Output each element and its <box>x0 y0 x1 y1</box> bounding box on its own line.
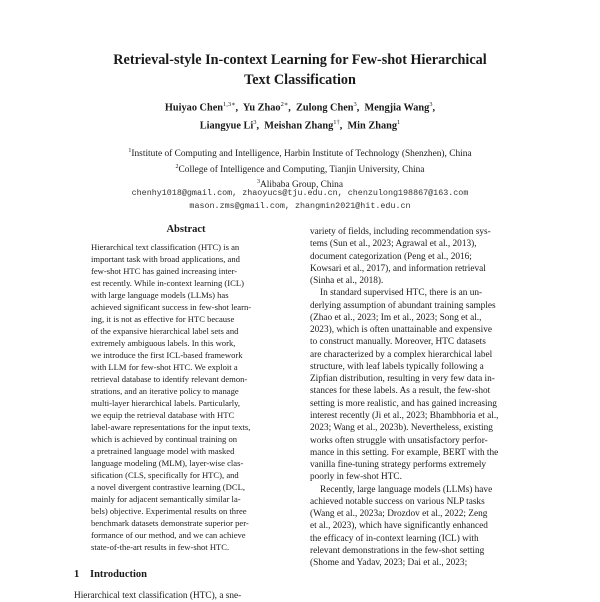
author-name: Meishan Zhang <box>264 120 334 132</box>
affiliation-text: Alibaba Group, China <box>259 180 344 191</box>
body-line: (Wang et al., 2023a; Drozdov et al., 2022; Zeng <box>310 509 488 520</box>
abstract-line: mainly for adjacent semantically similar la- <box>91 493 241 504</box>
author-sup: 1,3∗ <box>223 101 236 108</box>
section-heading <box>74 569 147 580</box>
body-line: are characterized by a complex hierarchical label <box>310 349 493 360</box>
title-line: Retrieval-style In-context Learning for Few-shot Hierarchical <box>113 52 487 68</box>
abstract-line: we introduce the first ICL-based framework <box>91 349 243 360</box>
body-line: mance in this setting. For example, BERT with the <box>310 447 499 458</box>
abstract-line: label-aware representations for the input texts, <box>91 421 251 432</box>
abstract-line: benchmark datasets demonstrate superior per- <box>91 517 249 528</box>
body-line: relevant demonstrations in the few-shot setting <box>310 545 485 556</box>
affiliation <box>60 145 540 161</box>
author-name: Huiyao Chen <box>164 102 223 114</box>
abstract-line: language modeling (MLM), layer-wise clas- <box>91 457 244 468</box>
author-name: Yu Zhao <box>242 102 281 114</box>
body-line: Recently, large language models (LLMs) have <box>320 484 493 495</box>
body-line: In standard supervised HTC, there is an un- <box>320 288 483 299</box>
email-list <box>60 187 540 213</box>
abstract-line: formance of our method, and we can achieve <box>91 529 246 540</box>
author-sup: 2∗ <box>280 101 289 108</box>
abstract-line: bels) objective. Experimental results on three <box>91 505 247 516</box>
body-line: interest recently (Ji et al., 2023; Bhambhoria et al., <box>310 410 499 421</box>
body-line: 2023; Wang et al., 2023b). Nevertheless, existing <box>310 423 493 434</box>
affiliation-text: College of Intelligence and Computing, Tianjin University, China <box>178 164 425 175</box>
author-name: Liangyue Li <box>199 120 254 132</box>
abstract-line: state-of-the-art results in few-shot HTC. <box>91 541 230 552</box>
abstract-line: Hierarchical text classification (HTC) is an <box>91 242 240 252</box>
abstract-line: est recently. While in-context learning (ICL) <box>91 277 244 288</box>
author-line: Huiyao Chen$^{1,3∗}$, Yu Zhao$^{2∗}$, Zulong Chen$^3$, Mengjia Wang$^3$, <box>164 101 436 114</box>
body-line: 2023), which is often unattainable and expensive <box>310 325 493 336</box>
body-line: stances for these labels. As a result, the few-shot <box>310 386 491 397</box>
paper-title <box>70 50 530 90</box>
abstract-line: achieved significant success in few-shot learn- <box>91 301 252 312</box>
intro-paragraph: Hierarchical text classification (HTC), a sne- <box>74 591 242 601</box>
body-line: the efficacy of in-context learning (ICL) with <box>310 533 479 544</box>
abstract-line: of the expansive hierarchical label sets and <box>91 325 239 336</box>
abstract-line: strations, and an iterative policy to manage <box>91 385 239 396</box>
abstract-line: ing, it is not as effective for HTC because <box>91 313 235 324</box>
author-sup: 3 <box>253 119 257 127</box>
abstract-line: sification (CLS, specifically for HTC), and <box>91 469 239 480</box>
abstract-line: important task with broad applications, and <box>91 253 240 264</box>
abstract-line: a pretrained language model with masked <box>91 445 235 456</box>
body-line: Zipfian distribution, resulting in very few data in- <box>310 374 495 385</box>
abstract-line: few-shot HTC has gained increasing inter- <box>91 265 238 276</box>
abstract-line: multi-layer hierarchical labels. Particularly, <box>91 397 241 408</box>
affiliation-text: Institute of Computing and Intelligence, Harbin Institute of Technology (Shenzhen), China <box>131 149 472 160</box>
affiliation-sup: 1 <box>128 148 132 154</box>
abstract-line: we equip the retrieval database with HTC <box>91 409 235 420</box>
body-line: derlying assumption of abundant training samples <box>310 300 496 311</box>
section-number: 1 <box>74 569 80 580</box>
body-line: (Sinha et al., 2018). <box>310 276 384 287</box>
section-title: Introduction <box>90 569 147 580</box>
right-column-body <box>310 226 535 569</box>
author-list <box>70 97 530 134</box>
body-line: poorly in few-shot HTC. <box>310 472 402 483</box>
body-line: structure, with leaf labels typically following a <box>310 361 484 372</box>
affiliation-sup: 3 <box>256 179 260 186</box>
affiliation-sup: 2 <box>175 163 179 170</box>
email-line: chenhy1018@gmail.com, zhaoyucs@tju.edu.cn, chenzulong198867@163.com <box>131 188 469 198</box>
body-line: document categorization (Peng et al., 2016; <box>310 251 472 262</box>
affiliation <box>60 161 540 177</box>
author-line: Liangyue Li$^3$, Meishan Zhang$^{1\dagger}$, Min Zhang$^1$ <box>199 119 401 132</box>
body-line: works often struggle with unsatisfactory perfor- <box>310 435 488 446</box>
abstract-heading: Abstract <box>166 224 206 235</box>
author-sup: 1 <box>396 119 401 127</box>
affiliations <box>60 145 540 192</box>
author-sup: 3 <box>429 101 433 108</box>
abstract-line: with LLM for few-shot HTC. We exploit a <box>91 361 238 372</box>
abstract-line: extremely ambiguous labels. In this work, <box>91 337 236 348</box>
author-sup: 1† <box>333 119 340 127</box>
body-line: et al., 2023), which have significantly enhanced <box>310 521 488 532</box>
email-line: mason.zms@gmail.com, zhangmin2021@hit.edu.cn <box>189 201 411 211</box>
abstract-line: retrieval database to identify relevant demon- <box>91 373 248 384</box>
body-line: tems (Sun et al., 2023; Agrawal et al., 2013), <box>310 239 477 250</box>
abstract-line: a novel divergent contrastive learning (DCL, <box>91 481 246 492</box>
abstract-line: which is achieved by continual training on <box>91 433 238 444</box>
body-line: achieved notable success on various NLP tasks <box>310 496 485 507</box>
body-line: (Zhao et al., 2023; Im et al., 2023; Song et al., <box>310 312 482 323</box>
abstract-line: with large language models (LLMs) has <box>91 289 229 300</box>
author-sup: 3 <box>353 101 357 108</box>
author-name: Min Zhang <box>347 120 397 132</box>
abstract-body <box>91 242 281 554</box>
body-line: vanilla fine-tuning strategy performs extremely <box>310 460 487 471</box>
body-line: variety of fields, including recommendation sys- <box>310 227 491 237</box>
body-line: setting is more realistic, and has gained increasing <box>310 398 497 409</box>
body-line: (Shome and Yadav, 2023; Dai et al., 2023; <box>310 558 468 569</box>
body-line: to construct manually. Moreover, HTC datasets <box>310 337 486 348</box>
author-name: Mengjia Wang <box>364 102 430 114</box>
title-line: Text Classification <box>244 72 356 88</box>
body-line: Kowsari et al., 2017), and information retrieval <box>310 263 486 274</box>
author-name: Zulong Chen <box>295 102 354 114</box>
